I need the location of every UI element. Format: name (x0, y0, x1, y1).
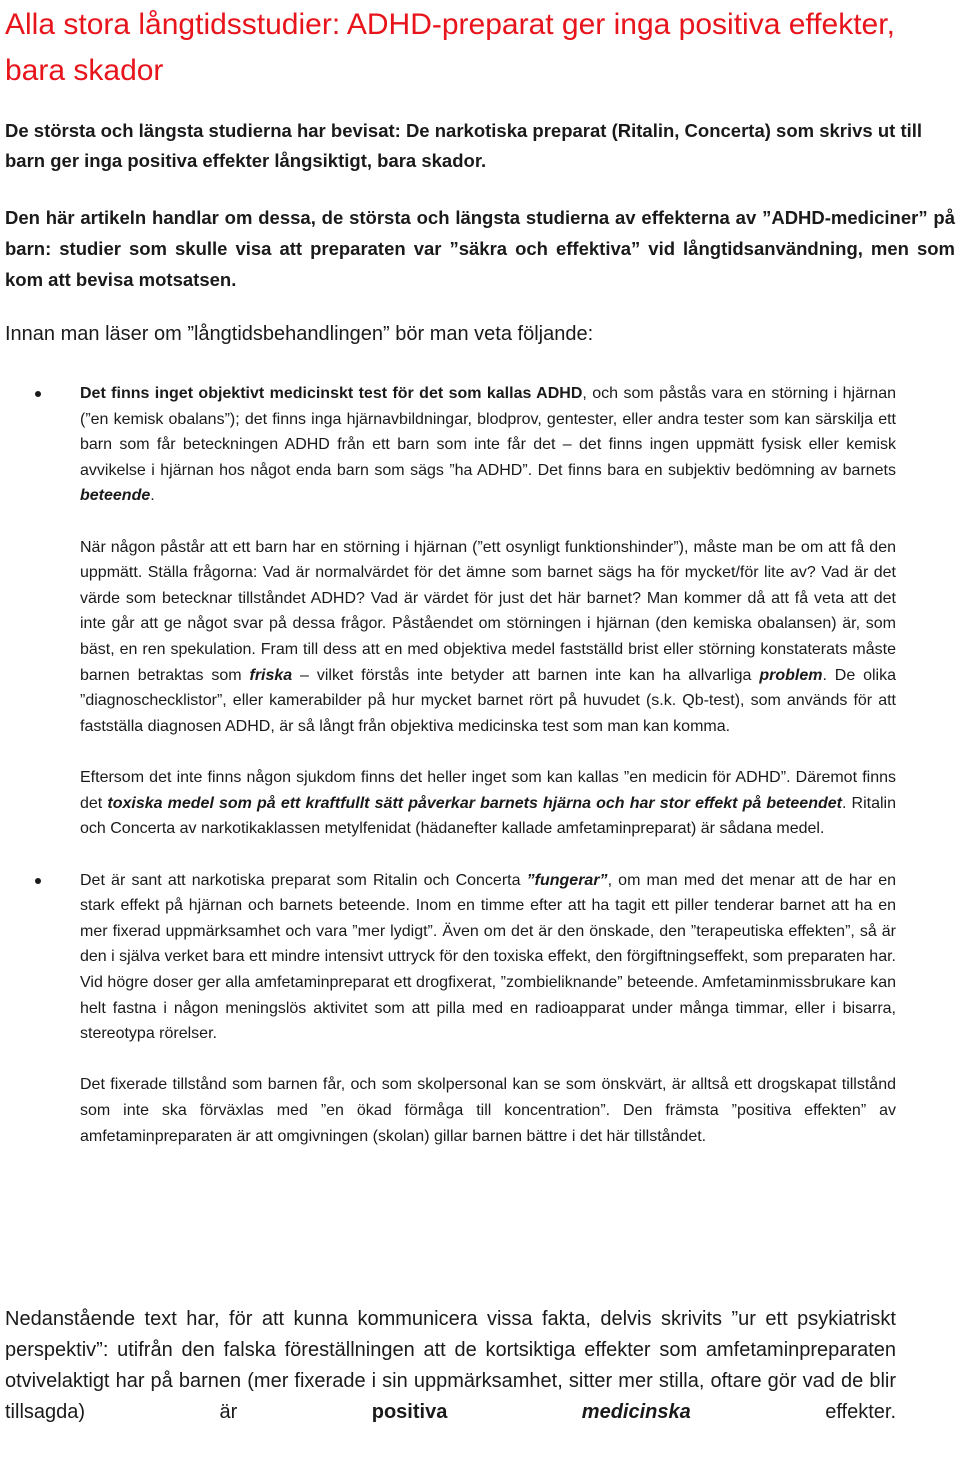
emphasis-text: friska (249, 666, 293, 684)
body-text: När någon påstår att ett barn har en störning i hjärnan (”ett osynligt funktionshinder”), måste man be om att få den uppmätt. Ställa frågorna: Vad är normalvärdet för det ämne som barnet sägs ha för mycket/för lite av? Vad är det värde som betecknar tillståndet ADHD? Vad är värdet för just det här barnet? Man kommer då att få veta att det inte går att ge något svar på dessa frågor. Påståendet om störningen i hjärnan (den kemiska obalansen) är, som bäst, en ren spekulation. Fram till dess att en med objektiva medel fastställd brist eller störning konstaterats måste barnen betraktas som (80, 538, 896, 684)
fact-item (0, 868, 896, 1150)
emphasis-text: Det finns inget objektivt medicinskt test för det som kallas ADHD (80, 385, 583, 402)
section-lead: Innan man läser om ”långtidsbehandlingen” bör man veta följande: (5, 323, 594, 345)
body-text: effekter. (690, 1401, 896, 1423)
fact-paragraph (80, 1072, 896, 1149)
emphasis-text: problem (759, 666, 823, 684)
bullet-icon (35, 391, 41, 397)
article-title: Alla stora långtidsstudier: ADHD-preparat ger inga positiva effekter, bara skador (5, 8, 895, 87)
body-text: . (150, 487, 155, 505)
fact-paragraph (80, 868, 896, 1047)
bullet-icon (35, 878, 41, 884)
emphasis-text: positiva (371, 1401, 448, 1423)
body-text: , och som påstås vara en störning i hjärnan (”en kemisk obalans”); det finns inga hjärnavbildningar, blodprov, gentester, eller andra tester som kan särskilja ett barn som får beteckningen ADHD från ett barn som inte får det – det finns ingen uppmätt fysisk eller kemisk avvikelse i hjärnan hos något enda barn som sägs ”ha ADHD”. Det finns bara en subjektiv bedömning av barnets (80, 385, 896, 479)
fact-paragraph (80, 381, 896, 509)
body-text: . De olika ”diagnoschecklistor”, eller kamerabilder på hur mycket barnet rört på huvudet (s.k. Qb-test), som används för att fastställa diagnosen ADHD, är så långt från objektiva medicinska test som man kan komma. (80, 666, 897, 735)
body-text: Nedanstående text har, för att kunna kommunicera vissa fakta, delvis skrivits ”ur ett psykiatriskt perspektiv”: utifrån den falska föreställningen att de kortsiktiga effekter som amfetaminpreparaten otvivelaktigt har på barnen (mer fixerade i sin uppmärksamhet, sitter mer stilla, oftare gör vad de blir tillsagda) är (5, 1308, 896, 1423)
fact-paragraph (80, 535, 896, 740)
body-text: – vilket förstås inte betyder att barnen inte kan ha allvarliga (292, 666, 760, 684)
closing-paragraph (5, 1304, 896, 1459)
body-text: Det är sant att narkotiska preparat som Ritalin och Concerta (80, 871, 527, 889)
body-text: Det fixerade tillstånd som barnen får, och som skolpersonal kan se som önskvärt, är alltså ett drogskapat tillstånd som inte ska förväxlas med ”en ökad förmåga till koncentration”. Den främsta ”positiva effekten” av amfetaminpreparaten är att omgivningen (skolan) gillar barnen bättre i det här tillståndet. (80, 1076, 896, 1145)
fact-paragraph (80, 765, 896, 842)
emphasis-text: toxiska medel som på ett kraftfullt sätt påverkar barnets hjärna och har stor effekt på beteendet (107, 794, 842, 812)
emphasis-text: medicinska (581, 1401, 691, 1423)
body-text: , om man med det menar att de har en stark effekt på hjärnan och barnets beteende. Inom en timme efter att ha tagit ett piller tenderar barnet att ha en mer fixerad uppmärksamhet och vara ”mer lydigt”. Även om det är den önskade, den ”terapeutiska effekten”, så är den i själva verket bara ett mindre intensivt uttryck för den toxiska effekt, den förgiftningseffekt, som preparaten har. Vid högre doser ger alla amfetaminpreparat ett drogfixerat, ”zombieliknande” beteende. Amfetaminmissbrukare kan helt fastna i någon meningslös aktivitet som att pilla med en radioapparat under många timmar, eller i bisarra, stereotypa rörelser. (80, 871, 897, 1043)
article-intro: Den här artikeln handlar om dessa, de största och längsta studierna av effekterna av ”ADHD-mediciner” på barn: studier som skulle visa att preparaten var ”säkra och effektiva” vid långtidsanvändning, men som kom att bevisa motsatsen. (5, 207, 955, 290)
body-text: . Ritalin och Concerta av narkotikaklassen metylfenidat (hädanefter kallade amfetaminpreparat) är sådana medel. (80, 794, 897, 838)
fact-item (0, 381, 896, 842)
article-subtitle: De största och längsta studierna har bevisat: De narkotiska preparat (Ritalin, Concerta) som skrivs ut till barn ger inga positiva effekter långsiktigt, bara skador. (5, 120, 923, 171)
fact-list (0, 381, 960, 1149)
body-text: Eftersom det inte finns någon sjukdom finns det heller inget som kan kallas ”en medicin för ADHD”. Däremot finns det (80, 768, 896, 812)
emphasis-text: beteende (80, 487, 151, 505)
emphasis-text: ”fungerar” (526, 871, 608, 889)
